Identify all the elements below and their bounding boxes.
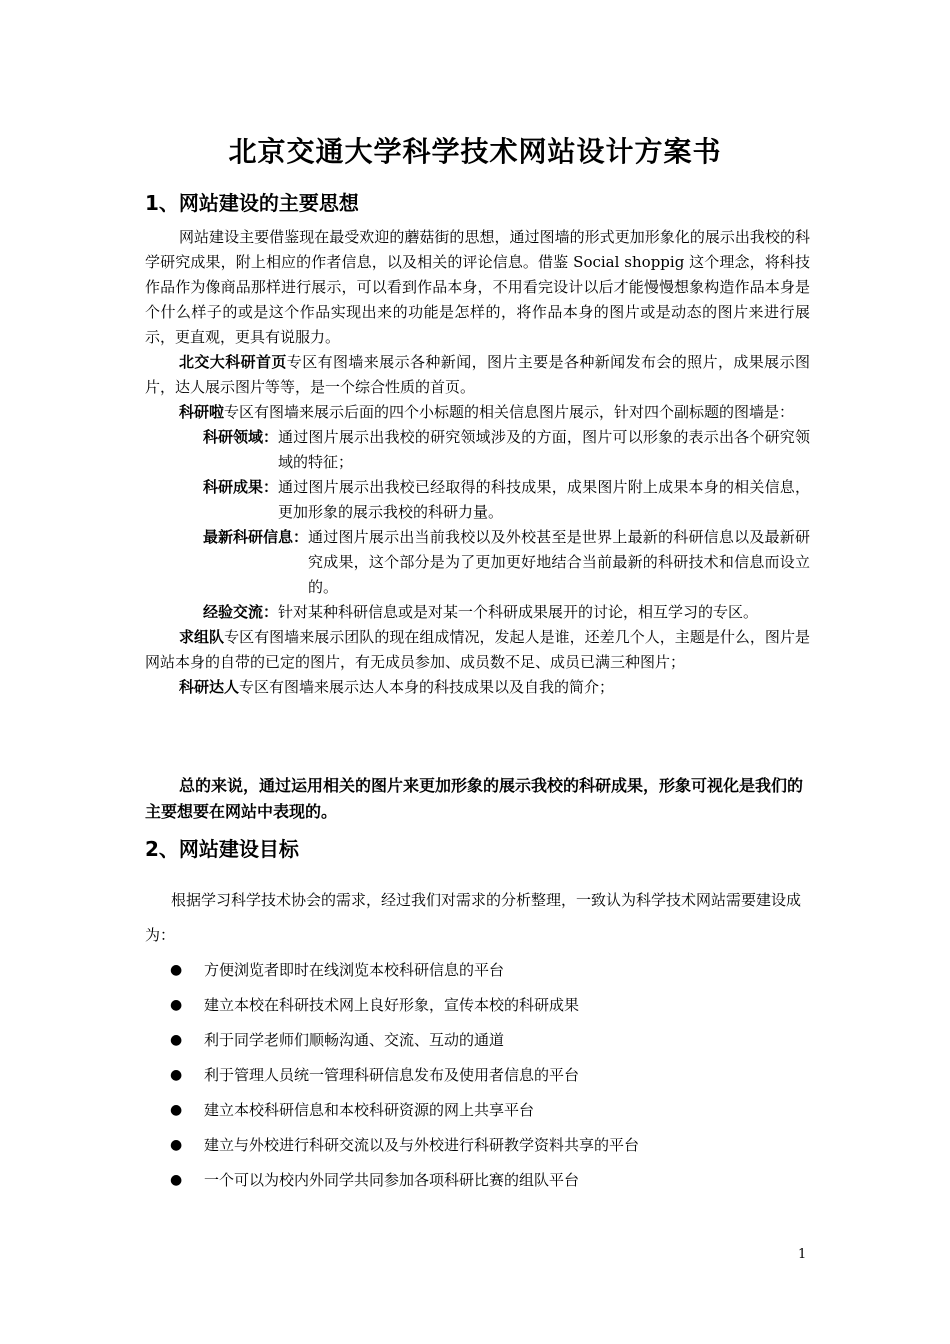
list-item-text: 利于管理人员统一管理科研信息发布及使用者信息的平台 — [204, 1066, 580, 1084]
homepage-paragraph — [145, 350, 810, 400]
definition-item — [203, 425, 810, 475]
definition-desc: 通过图片展示出我校已经取得的科技成果，成果图片附上成果本身的相关信息，更加形象的展示我校的科研力量。 — [278, 478, 810, 521]
bullet-icon: ● — [170, 1067, 183, 1083]
bullet-icon: ● — [170, 1102, 183, 1118]
list-item — [170, 993, 639, 1028]
bullet-icon: ● — [170, 1032, 183, 1048]
document-title: 北京交通大学科学技术网站设计方案书 — [228, 135, 722, 168]
definition-desc: 针对某种科研信息或是对某一个科研成果展开的讨论，相互学习的专区。 — [278, 603, 759, 621]
definition-item — [203, 525, 810, 600]
section-2-heading: 2、网站建设目标 — [145, 837, 299, 861]
kyl-paragraph — [145, 400, 810, 425]
bullet-icon: ● — [170, 1137, 183, 1153]
page-number: 1 — [798, 1247, 807, 1262]
list-item — [170, 1063, 639, 1098]
list-item — [170, 1133, 639, 1168]
expert-term: 科研达人 — [179, 678, 240, 696]
definition-term: 科研成果： — [203, 478, 279, 496]
summary-paragraph: 总的来说，通过运用相关的图片来更加形象的展示我校的科研成果，形象可视化是我们的主要想要在网站中表现的。 — [145, 776, 804, 821]
list-item-text: 建立本校科研信息和本校科研资源的网上共享平台 — [204, 1101, 535, 1119]
intro-paragraph: 网站建设主要借鉴现在最受欢迎的蘑菇街的思想，通过图墙的形式更加形象化的展示出我校的科学研究成果，附上相应的作者信息，以及相关的评论信息。借鉴 Social shoppig 这个理念，将科技作品作为像商品那样进行展示，可以看到作品本身，不用看完设计以后才能慢慢想象构造作品本身是个什么样子的或是这个作品实现出来的功能是怎样的，将作品本身的图片或是动态的图片来进行展示，更直观，更具有说服力。 — [145, 228, 810, 346]
definition-term: 科研领域： — [203, 428, 279, 446]
homepage-text: 专区有图墙来展示各种新闻，图片主要是各种新闻发布会的照片，成果展示图片，达人展示图片等等，是一个综合性质的首页。 — [145, 353, 810, 396]
definition-desc: 通过图片展示出当前我校以及外校甚至是世界上最新的科研信息以及最新研究成果，这个部分是为了更加更好地结合当前最新的科研技术和信息而设立的。 — [308, 528, 810, 596]
bullet-icon: ● — [170, 1172, 183, 1188]
definition-term: 最新科研信息： — [203, 528, 309, 546]
list-item-text: 建立本校在科研技术网上良好形象，宣传本校的科研成果 — [204, 996, 580, 1014]
definition-item — [203, 600, 810, 625]
list-item — [170, 1028, 639, 1063]
list-item-text: 方便浏览者即时在线浏览本校科研信息的平台 — [204, 961, 505, 979]
bullet-icon: ● — [170, 997, 183, 1013]
homepage-term: 北交大科研首页 — [179, 353, 287, 371]
team-text: 专区有图墙来展示团队的现在组成情况，发起人是谁，还差几个人，主题是什么，图片是网站本身的自带的已定的图片，有无成员参加、成员数不足、成员已满三种图片； — [145, 628, 810, 671]
section-1-body — [145, 225, 810, 700]
goal-list — [170, 958, 639, 1203]
definition-term: 经验交流： — [203, 603, 279, 621]
list-item — [170, 958, 639, 993]
list-item-text: 建立与外校进行科研交流以及与外校进行科研教学资料共享的平台 — [204, 1136, 640, 1154]
bullet-icon: ● — [170, 962, 183, 978]
kyl-text: 专区有图墙来展示后面的四个小标题的相关信息图片展示，针对四个副标题的图墙是： — [224, 403, 795, 421]
goal-intro: 根据学习科学技术协会的需求，经过我们对需求的分析整理，一致认为科学技术网站需要建设成为： — [145, 891, 802, 944]
team-paragraph — [145, 625, 810, 675]
team-term: 求组队 — [179, 628, 225, 646]
expert-paragraph — [145, 675, 810, 700]
kyl-term: 科研啦 — [179, 403, 225, 421]
definition-item — [203, 475, 810, 525]
list-item — [170, 1168, 639, 1203]
expert-text: 专区有图墙来展示达人本身的科技成果以及自我的简介； — [239, 678, 615, 696]
section-1-heading: 1、网站建设的主要思想 — [145, 191, 359, 215]
list-item-text: 一个可以为校内外同学共同参加各项科研比赛的组队平台 — [204, 1171, 580, 1189]
list-item — [170, 1098, 639, 1133]
definition-desc: 通过图片展示出我校的研究领域涉及的方面，图片可以形象的表示出各个研究领域的特征； — [278, 428, 810, 471]
list-item-text: 利于同学老师们顺畅沟通、交流、互动的通道 — [204, 1031, 505, 1049]
